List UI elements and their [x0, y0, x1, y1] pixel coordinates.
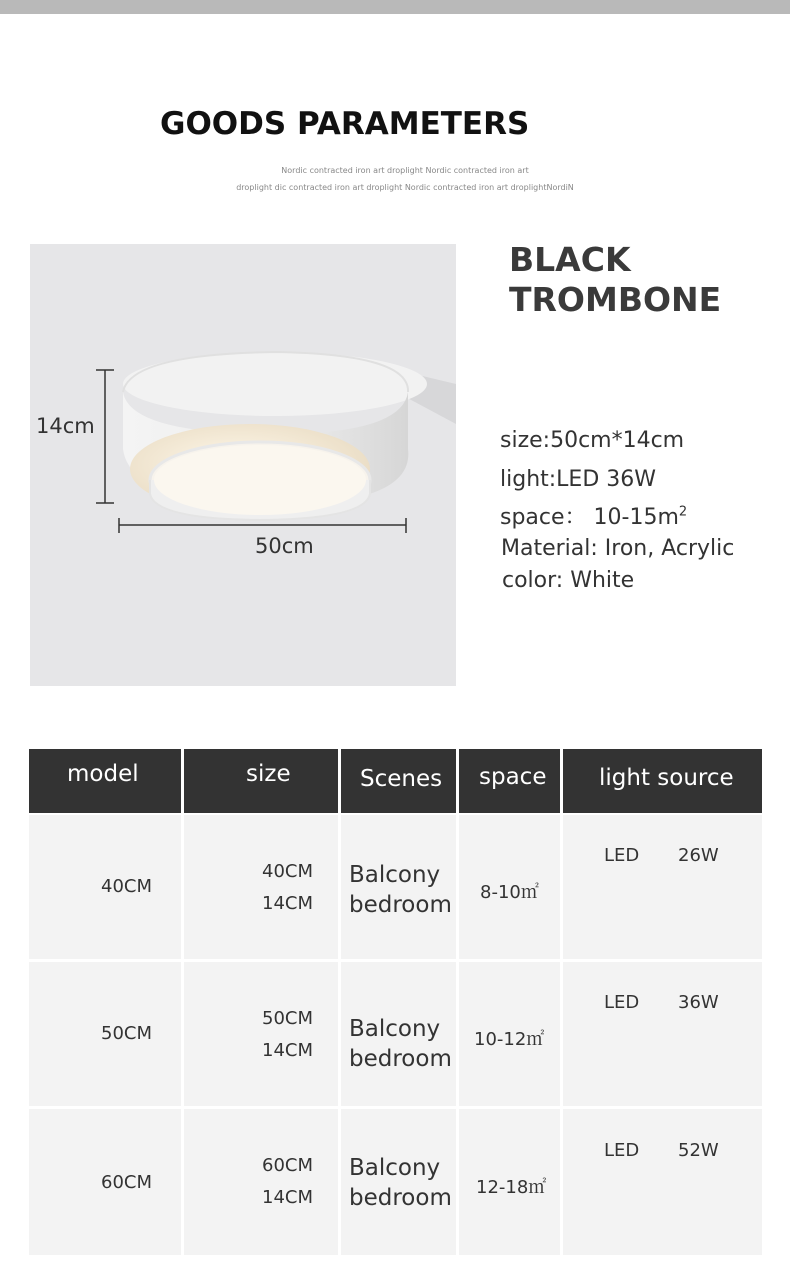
height-dimension-label: 14cm: [36, 414, 95, 438]
table-row-1-space: 8-10㎡: [459, 815, 560, 959]
product-name: BLACK TROMBONE: [509, 240, 722, 319]
table-row-1-model: 40CM: [29, 815, 181, 959]
spec-space-value: 10-15m: [593, 505, 679, 530]
table-header-light-source: light source: [563, 749, 762, 813]
table-row-3-size: 60CM 14CM: [184, 1109, 338, 1255]
product-image: [30, 244, 456, 686]
table-row-1-scenes: Balcony bedroom: [341, 815, 456, 959]
spec-space: [500, 500, 687, 531]
spec-size: size:50cm*14cm: [500, 428, 685, 453]
table-header-scenes: Scenes: [341, 749, 456, 813]
subtitle-line-2: droplight dic contracted iron art droplight Nordic contracted iron art droplightNordiN: [236, 183, 574, 192]
table-row-2-space: 10-12㎡: [459, 962, 560, 1106]
table-row-2-size: 50CM 14CM: [184, 962, 338, 1106]
table-row-3-space: 12-18㎡: [459, 1109, 560, 1255]
spec-light: light:LED 36W: [500, 467, 657, 492]
spec-material: Material: Iron, Acrylic: [501, 536, 735, 561]
table-row-2-model: 50CM: [29, 962, 181, 1106]
table-header-model: model: [29, 749, 181, 813]
table-header-space: space: [459, 749, 560, 813]
width-dimension-label: 50cm: [255, 534, 314, 558]
table-row-1-light: LED 26W: [563, 815, 762, 959]
table-row-3-model: 60CM: [29, 1109, 181, 1255]
table-row-2-scenes: Balcony bedroom: [341, 962, 456, 1106]
top-bar: [0, 0, 790, 14]
table-header-size: size: [184, 749, 338, 813]
spec-space-sup: 2: [678, 504, 688, 520]
spec-color: color: White: [502, 568, 635, 593]
ceiling-lamp-illustration: [30, 244, 456, 686]
page-title: GOODS PARAMETERS: [160, 106, 530, 142]
table-row-2-light: LED 36W: [563, 962, 762, 1106]
table-row-3-scenes: Balcony bedroom: [341, 1109, 456, 1255]
table-row-1-size: 40CM 14CM: [184, 815, 338, 959]
subtitle-line-1: Nordic contracted iron art droplight Nordic contracted iron art: [281, 166, 529, 175]
spec-space-label: space：: [500, 505, 587, 530]
table-row-3-light: LED 52W: [563, 1109, 762, 1255]
